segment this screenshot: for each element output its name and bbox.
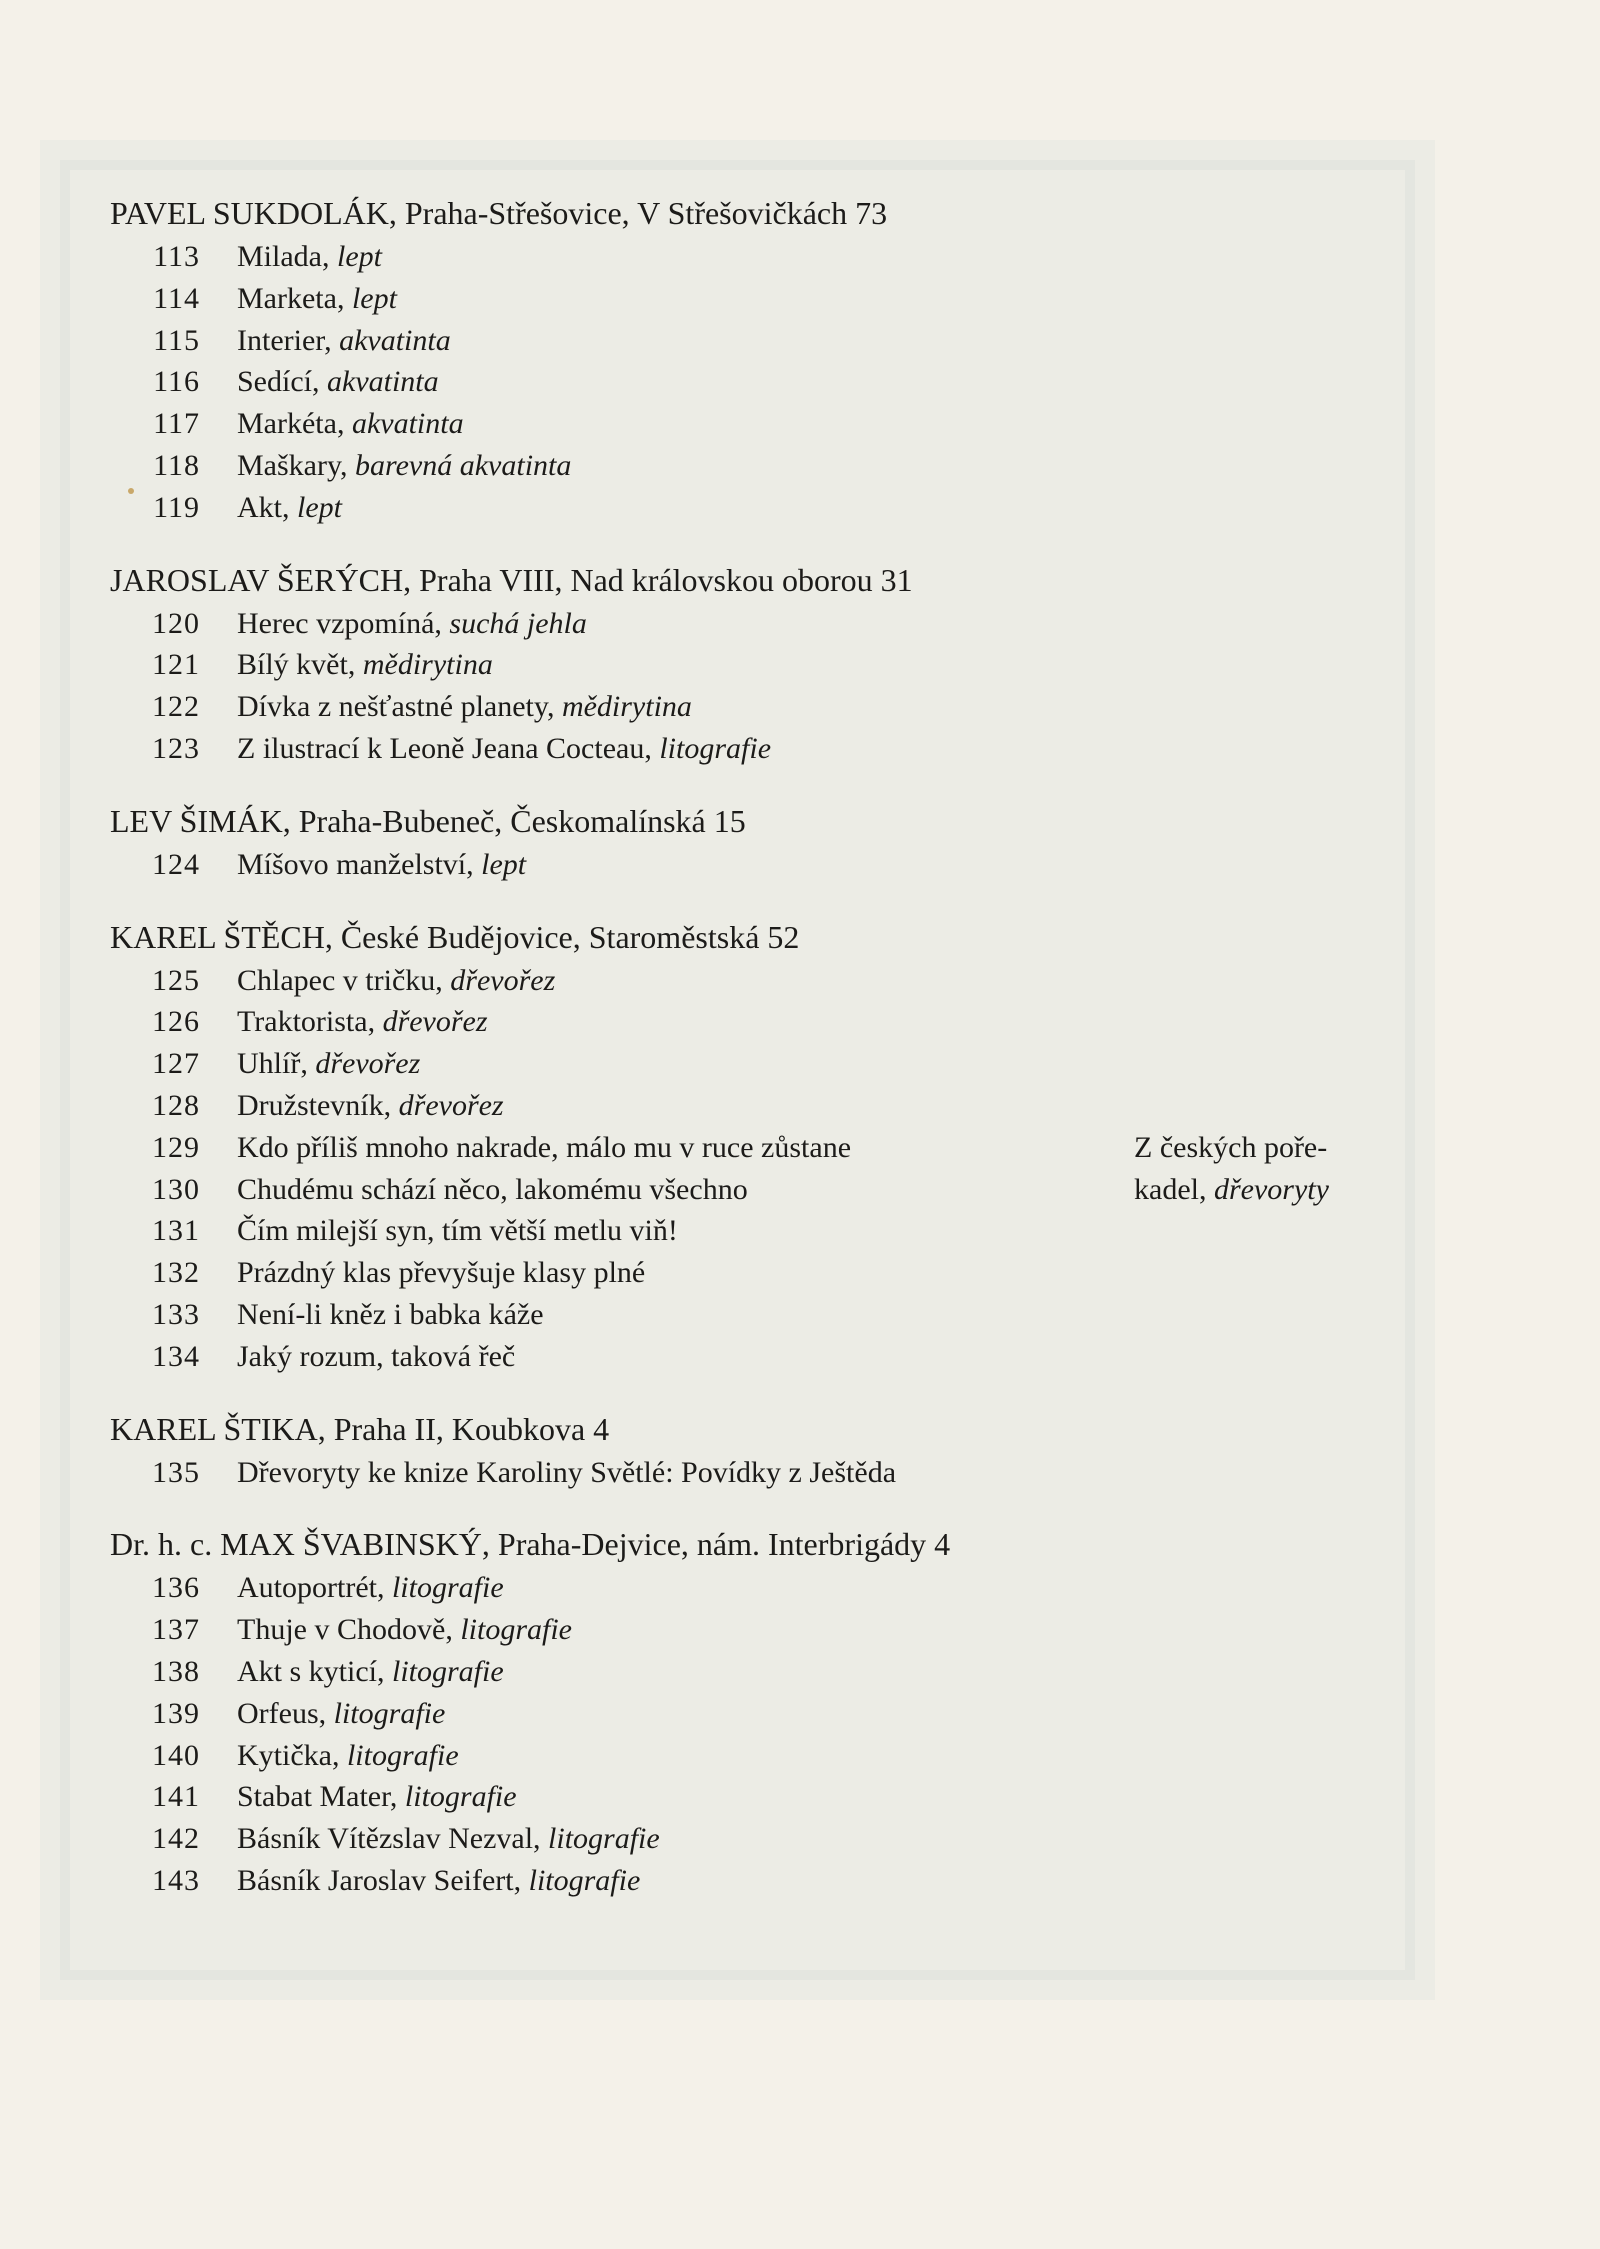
catalog-entry: 141 Stabat Mater, litografie [110,1776,1400,1818]
catalog-entry: 124 Míšovo manželství, lept [110,844,1400,886]
entry-number: 124 [152,847,200,881]
entry-number: 122 [152,690,200,724]
entry-technique: dřevořez [398,1088,504,1122]
entry-technique: akvatinta [327,365,439,399]
entry-title: Prázdný klas převyšuje klasy plné [237,1256,646,1290]
entry-title: Akt [237,490,282,524]
catalog-entry [110,1294,1400,1336]
entry-technique: litografie [333,1696,446,1730]
artist-header: KAREL ŠTIKA, Praha II, Koubkova 4 [110,1410,610,1447]
catalog-entry: 117 Markéta, akvatinta [110,403,1400,445]
entry-technique: litografie [548,1822,660,1856]
catalog-entry [110,1252,1400,1294]
entry-number: 138 [152,1654,200,1688]
entry-title: Herec vzpomíná [237,606,435,640]
entry-number: 127 [152,1047,200,1081]
entry-technique: lept [297,490,342,524]
artist-header: JAROSLAV ŠERÝCH, Praha VIII, Nad královskou oborou 31 [110,561,913,598]
proverbs-group [110,1127,1400,1378]
entry-title: Sedící [237,365,312,399]
entry-number: 140 [152,1738,200,1772]
entry-number: 132 [152,1256,200,1290]
catalog-entry: 122 Dívka z nešťastné planety, mědirytina [110,686,1400,728]
entry-title: Traktorista [237,1005,368,1039]
entry-technique: lept [336,240,382,273]
entry-technique: lept [351,281,397,315]
entry-number: 139 [152,1696,200,1730]
entry-title: Dřevoryty ke knize Karoliny Světlé: Povídky z Ještěda [237,1455,897,1489]
entry-title: Chlapec v tričku [237,963,436,997]
catalog-entry: 127 Uhlíř, dřevořez [110,1043,1400,1085]
artist-header: LEV ŠIMÁK, Praha-Bubeneč, Českomalínská 15 [110,802,746,839]
catalog-entry: 137 Thuje v Chodově, litografie [110,1609,1400,1651]
entry-title: Čím milejší syn, tím větší metlu viň! [237,1214,678,1248]
catalog-entry: 136 Autoportrét, litografie [110,1567,1400,1609]
entry-title: Bílý květ [237,648,348,682]
entry-number: 121 [152,648,200,682]
entry-number: 133 [152,1297,200,1331]
catalog-entry: 118 Maškary, barevná akvatinta [110,445,1400,487]
catalog-entry: 125 Chlapec v tričku, dřevořez [110,960,1400,1002]
entry-title: Chudému schází něco, lakomému všechno [237,1172,748,1206]
artist-header: Dr. h. c. MAX ŠVABINSKÝ, Praha-Dejvice, nám. Interbrigády 4 [110,1526,951,1563]
entry-title: Básník Jaroslav Seifert [237,1863,514,1897]
catalog-entry: 143 Básník Jaroslav Seifert, litografie [110,1860,1400,1902]
entry-technique: litografie [391,1571,504,1605]
entry-number: 118 [153,448,200,482]
entry-title: Není-li kněz i babka káže [237,1297,544,1331]
entry-number: 134 [152,1339,200,1373]
entry-number: 120 [152,606,200,640]
catalog-entry [110,1336,1400,1378]
entry-title: Interier [237,323,325,357]
entry-technique: lept [481,847,527,881]
entry-technique: akvatinta [351,407,464,441]
entry-number: 125 [152,963,200,997]
entry-title: Akt s kyticí [237,1654,377,1688]
entry-number: 142 [152,1822,200,1856]
entry-technique: akvatinta [339,323,451,357]
side-note-technique: dřevoryty [1213,1172,1329,1206]
entry-title: Autoportrét [237,1571,377,1605]
entry-technique: dřevořez [382,1005,488,1039]
proverbs-side-note [1134,1127,1329,1211]
entry-title: Milada [237,240,322,273]
entry-title: Družstevník [237,1088,384,1122]
catalog-entry: 114 Marketa, lept [110,278,1400,320]
entry-title: Marketa [237,281,337,315]
catalog-entry: 126 Traktorista, dřevořez [110,1001,1400,1043]
entry-technique: suchá jehla [449,606,587,640]
entry-title: Kdo příliš mnoho nakrade, málo mu v ruce zůstane [237,1130,852,1164]
entry-number: 128 [152,1088,200,1122]
entry-technique: litografie [346,1738,459,1772]
catalog-entry: 142 Básník Vítězslav Nezval, litografie [110,1818,1400,1860]
entry-title: Básník Vítězslav Nezval [237,1822,534,1856]
catalog-entry: 120 Herec vzpomíná, suchá jehla [110,603,1400,645]
entry-title: Dívka z nešťastné planety [237,690,547,724]
catalog-entry [110,1210,1400,1252]
side-note-line: Z českých poře- [1134,1130,1328,1164]
entry-title: Maškary [237,448,341,482]
entry-number: 135 [152,1455,200,1489]
entry-title: Kytička [237,1738,332,1772]
entry-number: 123 [152,731,200,765]
entry-technique: mědirytina [362,648,493,682]
entry-technique: barevná akvatinta [355,448,572,482]
entry-number: 136 [152,1571,200,1605]
entry-number: 117 [153,407,200,441]
entry-number: 137 [152,1613,200,1647]
catalog-entry: 116 Sedící, akvatinta [110,361,1400,403]
entry-number: 143 [152,1863,200,1897]
catalog-entry: 121 Bílý květ, mědirytina [110,644,1400,686]
entry-technique: mědirytina [561,690,692,724]
catalog-entry: 113 Milada, lept [110,236,1400,278]
entry-number: 116 [153,365,200,399]
artist-header: KAREL ŠTĚCH, České Budějovice, Staroměstská 52 [110,918,800,955]
entry-title: Jaký rozum, taková řeč [237,1339,516,1373]
entry-technique: dřevořez [315,1047,421,1081]
entry-title: Stabat Mater [237,1780,390,1814]
catalog-entry [110,1452,1400,1494]
catalog-entry: 140 Kytička, litografie [110,1735,1400,1777]
entry-title: Z ilustrací k Leoně Jeana Cocteau [237,731,645,765]
entry-number: 119 [153,490,200,524]
entry-technique: litografie [404,1780,517,1814]
entry-number: 129 [152,1130,200,1164]
entry-number: 130 [152,1172,200,1206]
catalog-entry: 128 Družstevník, dřevořez [110,1085,1400,1127]
catalog-entry: 123 Z ilustrací k Leoně Jeana Cocteau, litografie [110,728,1400,770]
entry-number: 115 [153,323,200,357]
catalog-entry: 138 Akt s kyticí, litografie [110,1651,1400,1693]
catalog-entry: 115 Interier, akvatinta [110,320,1400,362]
catalog-entry: 119 Akt, lept [110,487,1400,529]
catalog-entry: 139 Orfeus, litografie [110,1693,1400,1735]
entry-title: Uhlíř [237,1047,301,1081]
entry-technique: litografie [460,1613,572,1647]
entry-number: 141 [152,1780,200,1814]
side-note-text: kadel, [1134,1172,1214,1206]
entry-title: Orfeus [237,1696,319,1730]
entry-number: 113 [153,240,200,273]
artist-header: PAVEL SUKDOLÁK, Praha-Střešovice, V Střešovičkách 73 [110,195,888,231]
entry-technique: litografie [659,731,772,765]
entry-title: Markéta [237,407,337,441]
entry-number: 131 [152,1214,200,1248]
catalog-list [110,190,1400,1902]
entry-number: 126 [152,1005,200,1039]
entry-technique: dřevořez [450,963,556,997]
entry-title: Thuje v Chodově [237,1613,446,1647]
entry-technique: litografie [528,1863,641,1897]
entry-technique: litografie [392,1654,504,1688]
entry-number: 114 [153,281,200,315]
entry-title: Míšovo manželství [237,847,467,881]
